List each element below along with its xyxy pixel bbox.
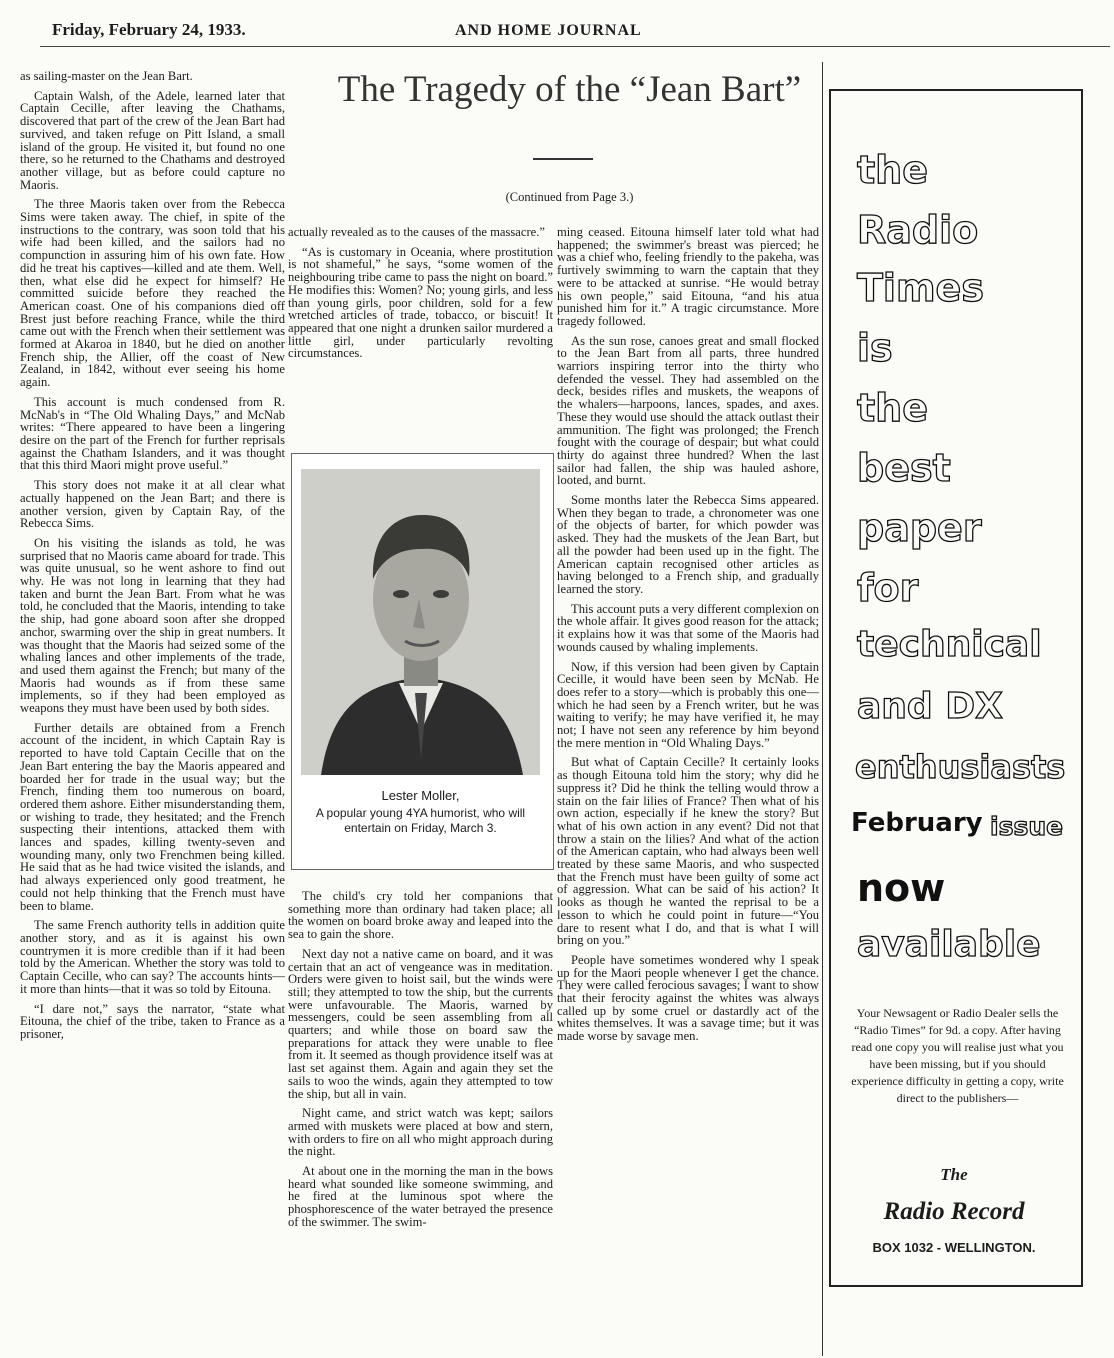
article-column-2-bottom bbox=[288, 890, 553, 1355]
article-paragraph: Night came, and strict watch was kept; sailors armed with muskets were placed at bow and stern, with orders to fire on all who might approach during the night. bbox=[288, 1106, 553, 1159]
photo-caption-name: Lester Moller, bbox=[381, 788, 460, 803]
ad-issue: issue bbox=[990, 812, 1064, 841]
article-paragraph: Some months later the Rebecca Sims appeared. When they began to trade, a chronometer was one of the objects of barter, for which powder was asked. They had the muskets of the Jean Bart, but all the powder had been used up in the fight. The American captain recognised other articles as having belonged to a French ship, and gradually learned the story. bbox=[557, 493, 819, 596]
ad-body-text: Your Newsagent or Radio Dealer sells the “Radio Times” for 9d. a copy. After having read one copy you will realise just what you have been missing, but if you should experience difficulty in getting a copy, write direct to the publishers— bbox=[851, 1006, 1064, 1105]
article-paragraph: This account is much condensed from R. McNab's in “The Old Whaling Days,” and McNab writes: “There appeared to have been a lingering desire on the part of the French for further reprisals against the Chatham Islanders, and it was thought that this third Maori might prove useful.” bbox=[20, 394, 285, 473]
ad-line: the bbox=[857, 148, 928, 192]
radio-record-the: The bbox=[940, 1165, 968, 1184]
ad-line: enthusiasts bbox=[855, 748, 1066, 786]
ad-line: the bbox=[857, 386, 928, 430]
article-paragraph: The same French authority tells in addition quite another story, and as it is against his own countrymen it is more credible than if it had been told by the American. Whether the story was told to Captain Cecille, who can say? The accounts hints—it more than hints—that it was so told by Eitouna. bbox=[20, 918, 285, 996]
header-rule bbox=[40, 46, 1110, 47]
issue-date: Friday, February 24, 1933. bbox=[52, 20, 246, 39]
article-paragraph: actually revealed as to the causes of the massacre.” bbox=[288, 226, 545, 239]
article-paragraph: “As is customary in Oceania, where prostitution is not shameful,” he says, “some women of the neighbouring tribe came to pass the night on board.” He modifies this: Women? No; young girls, and less than young girls, poor children, sold for a few wretched articles of trade, tobacco, or biscuit! It appeared that one night a drunken sailor murdered a little girl, under particularly revolting circumstances. bbox=[288, 244, 553, 361]
ad-line: best bbox=[857, 446, 951, 490]
article-column-1 bbox=[20, 70, 285, 1355]
ad-february: February bbox=[851, 808, 983, 838]
article-paragraph: “I dare not,” says the narrator, “state what Eitouna, the chief of the tribe, taken to France as a prisoner, bbox=[20, 1001, 285, 1041]
article-paragraph: On his visiting the islands as told, he was surprised that no Maoris came aboard for trade. This was quite unusual, so he went ashore to find out why. He was not long in learning that they had taken and burnt the Jean Bart. From what he was told, he concluded that the Maoris, intending to take the ship, had gone aboard soon after she dropped anchor, swarming over the ship in great numbers. It was thought that the Maoris had seized some of the whaling lances and other implements of the trade, and used them against the French; but many of the Maoris had wounds as if from these same implements, so if they had been employed as weapons they must have been used by both sides. bbox=[20, 535, 285, 716]
article-paragraph: As the sun rose, canoes great and small flocked to the Jean Bart from all parts, three hundred warriors inspiring terror into the thirty who defended the vessel. They had assembled on the deck, besides rifles and muskets, the weapons of the whalers—harpoons, lances, spades, and axes. These they would use should the attack outlast their ammunition. The fight was prolonged; the French fought with the courage of despair; but what could thirty do against three hundred? When the last sailor had fallen, the ship was hauled ashore, looted, and burnt. bbox=[557, 333, 819, 488]
ad-now: now bbox=[857, 866, 946, 910]
article-paragraph: The child's cry told her companions that something more than ordinary had taken place; all the women on board broke away and leaped into the sea to gain the shore. bbox=[288, 890, 553, 942]
article-paragraph: People have sometimes wondered why I speak up for the Maori people whenever I get the chance. They were called ferocious savages; I want to show that their ferocity against the whites was always called up by some cruel or dastardly act of the whites themselves. It was a savage time; but it was made worse by savage men. bbox=[557, 952, 819, 1044]
ad-line: Times bbox=[857, 266, 984, 310]
article-paragraph: This account puts a very different complexion on the whole affair. It gives good reason for the attack; it explains how it was that some of the Maoris had wounds caused by whaling implements. bbox=[557, 601, 819, 654]
article-paragraph: This story does not make it at all clear what actually happened on the Jean Bart; and there is another version, given by Captain Ray, of the Rebecca Sims. bbox=[20, 478, 285, 531]
article-paragraph: Now, if this version had been given by Captain Cecille, it would have been seen by McNab. He does refer to a story—which is probably this one—which he had seen by a French writer, but he was waiting to verify; he may have verified it, he may not; I have not seen any reference by him beyond the mere mention in “Old Whaling Days.” bbox=[557, 659, 819, 750]
radio-record-logo: Radio Record bbox=[883, 1198, 1025, 1225]
ad-line: paper bbox=[857, 506, 982, 550]
journal-name: AND HOME JOURNAL bbox=[455, 22, 642, 39]
portrait-photo bbox=[301, 469, 540, 775]
article-title: The Tragedy of the “Jean Bart” bbox=[337, 69, 802, 110]
article-column-3 bbox=[557, 226, 819, 1356]
article-paragraph: The three Maoris taken over from the Rebecca Sims were taken away. The chief, in spite of the instructions to the contrary, was soon told that his wife had been killed, and the sailors had no compunction in assuring him of his own fate. How did he treat his captives—killed and ate them. Well, then, what else did he expect for himself? He committed suicide before they reached the American coast. One of his companions died off Brest just before reaching France, while the third came out with the French when their settlement was formed at Akaroa in 1840, but he died on another French ship, the Allier, off the coast of New Zealand, in 1842, without ever seeing his home again. bbox=[20, 197, 285, 390]
ad-line: technical bbox=[857, 624, 1042, 665]
article-paragraph: Next day not a native came on board, and it was certain that an act of vengeance was in meditation. Orders were given to hoist sail, but the winds were still; they attempted to tow the ship, but the currents were unfavourable. The Maoris, warned by messengers, could be seen assembling from all quarters; and while those on board saw the preparations for attack they were unable to flee from it. It seemed as though providence itself was at last set against them. Again and again they set the sails to woo the winds, again they attempted to tow the ship, but all in vain. bbox=[288, 946, 553, 1101]
article-paragraph: But what of Captain Cecille? It certainly looks as though Eitouna told him the story; why did he suppress it? Did he think the telling would throw a stain on the fair lilies of France? Then what of his own action, especially if he knew the story? But what of his own action in any event? Did not that throw a stain on the lilies? And what of the action of the American captain, who had always been well treated by these same Maoris, and who suspected that the French must have been guilty of some act of aggression. What can be said of his action? It looks as though he wanted the reprisal to be a lesson to which he could point in future—“You dare to resent what I do, and that is what I will bring on you.” bbox=[557, 755, 819, 948]
ad-line: is bbox=[857, 326, 893, 370]
photo-caption-text: A popular young 4YA humorist, who will entertain on Friday, March 3. bbox=[315, 806, 526, 835]
portrait-image bbox=[301, 469, 540, 775]
article-paragraph: as sailing-master on the Jean Bart. bbox=[20, 70, 193, 83]
ad-line: for bbox=[857, 566, 919, 610]
ad-address: BOX 1032 - WELLINGTON. bbox=[872, 1240, 1036, 1255]
column-divider bbox=[822, 62, 823, 1356]
continued-note: (Continued from Page 3.) bbox=[505, 190, 634, 204]
article-paragraph: Captain Walsh, of the Adele, learned later that Captain Cecille, after leaving the Chathams, discovered that part of the crew of the Jean Bart had survived, and taken refuge on Pitt Island, a small island of the group. He visited it, but found no one there, so he returned to the Chathams and destroyed another village, but as before could capture no Maoris. bbox=[20, 88, 285, 192]
article-paragraph: Further details are obtained from a French account of the incident, in which Captain Ray is reported to have told Captain Cecille that on the Jean Bart entering the bay the Maoris appeared and boarded her for trade in the usual way; but the French, finding them too numerous on board, ordered them ashore. Either misunderstanding them, or wishing to trade, they hesitated; and the French suspecting their intentions, attacked them with lances and spades, killing twenty-seven and wounding many, only two Frenchmen being killed. He said that as he had twice visited the islands, and had always experienced only good treatment, he could not help thinking that the French must have been to blame. bbox=[20, 720, 285, 913]
title-ornament-rule bbox=[533, 158, 593, 160]
article-paragraph: At about one in the morning the man in the bows heard what sounded like someone swimming, and he fired at the luminous spot where the phosphorescence of the water betrayed the presence of the swimmer. The swim- bbox=[288, 1164, 553, 1229]
ad-line: and DX bbox=[857, 686, 1003, 727]
ad-line: Radio bbox=[857, 208, 979, 252]
ad-available: available bbox=[857, 924, 1041, 965]
article-paragraph: ming ceased. Eitouna himself later told what had happened; the swimmer's breast was pierced; he was a chief who, feeling friendly to the pakeha, was furtively swimming to warn the captain that they were to be attacked at sunrise. “He would betray his own people,” said Eitouna, “and his atua punished him for it.” A tragic circumstance. More tragedy followed. bbox=[557, 226, 819, 328]
article-column-2-top bbox=[288, 226, 553, 426]
